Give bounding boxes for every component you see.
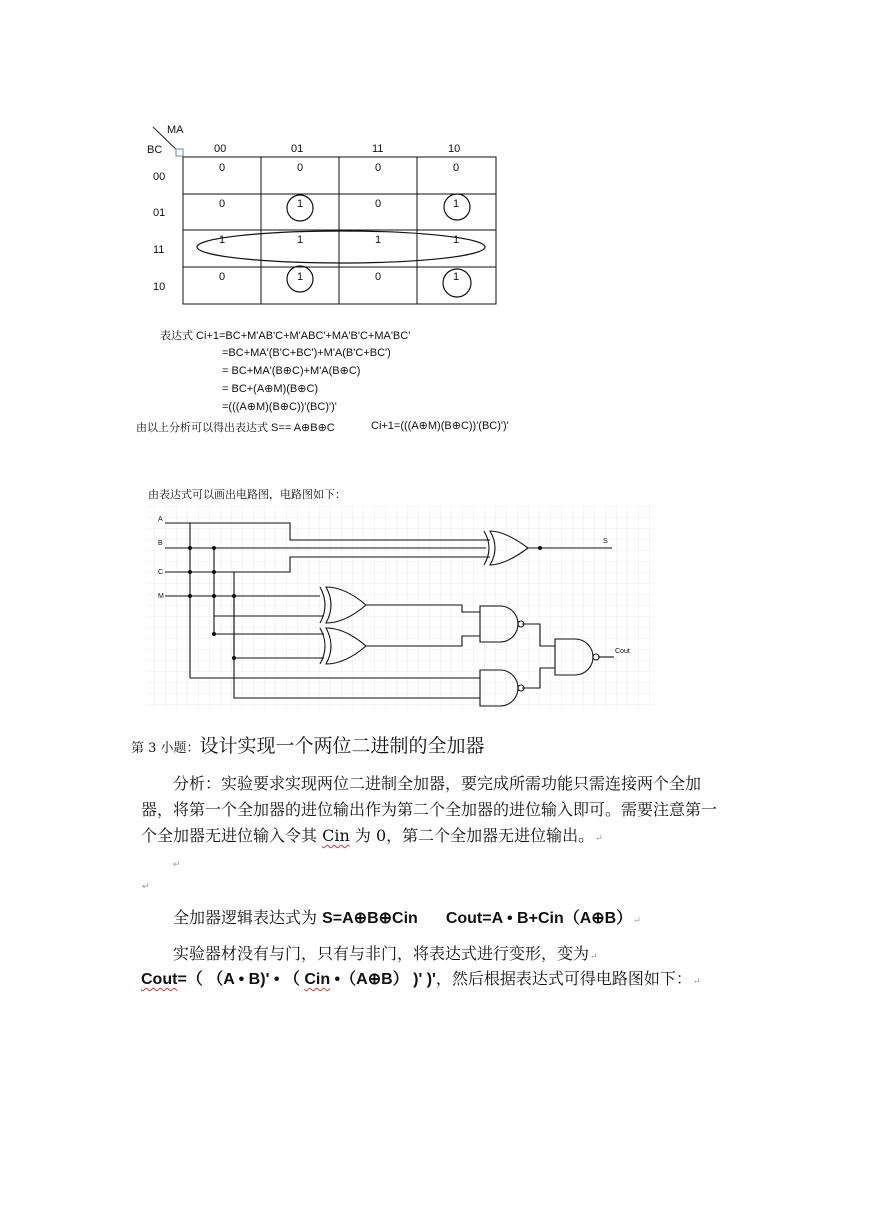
kmap-cell: 0 <box>297 162 304 174</box>
cout-part: • （ <box>269 971 305 988</box>
equipment-text: 实验器材没有与门，只有与非门，将表达式进行变形，变为 <box>173 944 590 963</box>
kmap-row-header: 10 <box>153 281 166 293</box>
paragraph-mark-icon: ↵ <box>633 916 641 926</box>
expression-intro: 全加器逻辑表达式为 <box>173 908 323 927</box>
kmap-cell: 0 <box>375 198 382 210</box>
analysis-text: 为 0，第二个全加器无进位输出。 <box>349 826 595 845</box>
section-title <box>131 731 485 758</box>
conclusion-text: ，然后根据表达式可得电路图如下： <box>435 969 692 988</box>
paragraph-mark-icon: ↵ <box>173 860 181 870</box>
kmap-cell: 0 <box>219 162 226 174</box>
kmap-cell: 1 <box>453 198 460 210</box>
kmap-cell: 1 <box>453 234 460 246</box>
cout-expression: Cout=A • B+Cin（A⊕B） <box>445 910 633 927</box>
analysis-text: 分析：实验要求实现两位二进制全加器，要完成所需功能只需连接两个全加器，将第一个全加器的进位输出作为第二个全加器的进位输入即可。需要注意第一个全加器无进位输入令其 <box>141 774 718 845</box>
kmap-row-header: 01 <box>153 207 166 219</box>
expression-line: =BC+MA'(B'C+BC')+M'A(B'C+BC') <box>222 347 391 359</box>
circuit-output-s: S <box>603 538 608 545</box>
circuit-input-label: M <box>158 593 164 600</box>
sum-expression: S=A⊕B⊕Cin <box>322 910 418 927</box>
expression-line: =(((A⊕M)(B⊕C))'(BC)')' <box>222 401 337 413</box>
kmap-cell: 1 <box>297 271 304 283</box>
kmap-row-header: 11 <box>153 244 165 256</box>
cout-term: Cout <box>141 971 178 988</box>
kmap-cell: 1 <box>375 234 382 246</box>
expression-line: = BC+MA'(B⊕C)+M'A(B⊕C) <box>222 365 361 377</box>
full-adder-expression <box>173 905 641 934</box>
kmap-col-header: 00 <box>214 143 227 155</box>
circuit-intro: 由表达式可以画出电路图，电路图如下： <box>148 489 346 501</box>
kmap-col-header: 10 <box>448 143 461 155</box>
kmap-cell: 1 <box>297 234 304 246</box>
kmap-cell: 1 <box>297 198 304 210</box>
analysis-paragraph <box>141 771 723 852</box>
kmap-cell: 0 <box>375 162 382 174</box>
expression-line: 表达式 Ci+1=BC+M'AB'C+M'ABC'+MA'B'C+MA'BC' <box>160 330 411 342</box>
circuit-output-cout: Cout <box>615 648 630 655</box>
expression-line: = BC+(A⊕M)(B⊕C) <box>222 383 319 395</box>
kmap-row-header: 00 <box>153 171 166 183</box>
cout-part: =（ （A • B)' <box>177 971 270 988</box>
cin-term: Cin <box>322 826 350 845</box>
cout-part: •（A⊕B） )' )' <box>330 971 436 988</box>
paragraph-mark-icon: ↵ <box>595 834 603 844</box>
circuit-input-label: C <box>158 569 164 576</box>
paragraph-mark-icon: ↵ <box>142 882 150 892</box>
kmap-col-header: 01 <box>291 143 304 155</box>
transformed-cout <box>141 966 723 995</box>
kmap-cell: 0 <box>219 271 226 283</box>
circuit-input-label: A <box>158 516 163 523</box>
conclusion-s: 由以上分析可以得出表达式 S== A⊕B⊕C <box>136 422 335 434</box>
kmap-cell: 0 <box>375 271 382 283</box>
section-prefix: 第 3 小题： <box>131 741 200 756</box>
paragraph-mark-icon: ↵ <box>692 977 701 987</box>
kmap-cell: 0 <box>453 162 460 174</box>
circuit-input-label: B <box>158 540 163 547</box>
section-heading: 设计实现一个两位二进制的全加器 <box>199 735 485 757</box>
conclusion-carry: Ci+1=(((A⊕M)(B⊕C))'(BC)')' <box>371 420 509 432</box>
kmap-cell: 0 <box>219 198 226 210</box>
kmap-var-ma: MA <box>167 124 184 136</box>
kmap-cell: 1 <box>219 234 226 246</box>
paragraph-mark-icon: ↵ <box>590 952 598 962</box>
grid-background <box>147 505 655 710</box>
cin-term: Cin <box>304 971 331 988</box>
kmap-var-bc: BC <box>147 144 163 156</box>
kmap-col-header: 11 <box>372 143 384 155</box>
kmap-cell: 1 <box>453 271 460 283</box>
